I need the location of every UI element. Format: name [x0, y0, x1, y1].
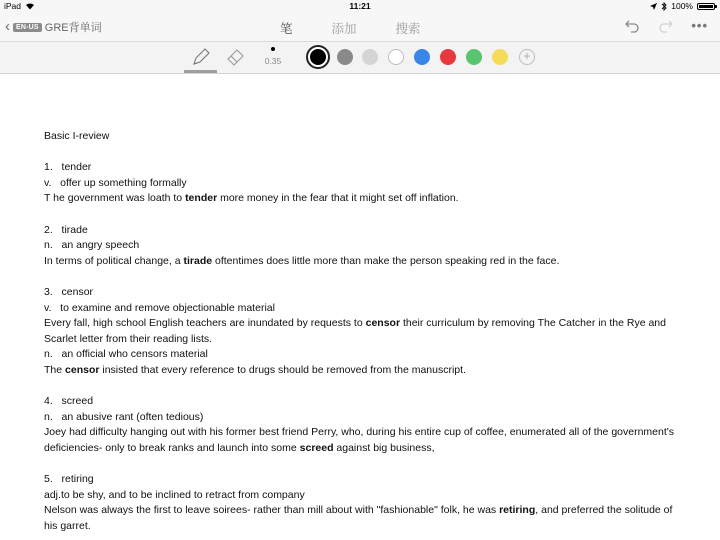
example-keyword: tender [185, 192, 218, 205]
part-of-speech: n. [44, 348, 53, 361]
example-text: In terms of political change, a [44, 254, 184, 267]
nav-bar [0, 13, 720, 42]
entry-definition [44, 176, 684, 192]
tab-pen[interactable]: 笔 [280, 21, 293, 36]
undo-icon[interactable] [625, 19, 640, 33]
example-text: The [44, 363, 66, 376]
entry-heading [44, 223, 684, 239]
part-of-speech: v. [44, 301, 52, 314]
bluetooth-icon [661, 2, 667, 11]
color-swatch-gray[interactable] [337, 49, 353, 65]
entry-definition [44, 488, 684, 504]
example-text: more money in the fear that it might set off inflation. [217, 192, 459, 205]
example-sentence [44, 503, 684, 534]
example-sentence [44, 425, 684, 456]
battery-percent: 100% [671, 1, 693, 11]
entry-definition [44, 238, 684, 254]
back-button-label: GRE背单词 [44, 22, 102, 34]
example-sentence [44, 254, 684, 270]
entry-word: retiring [61, 473, 94, 486]
color-swatch-black-fill [310, 49, 326, 65]
entry-heading [44, 394, 684, 410]
part-of-speech: v. [44, 176, 52, 189]
entry-definition [44, 410, 684, 426]
definition-text: to be shy, and to be inclined to retract from company [60, 488, 305, 501]
entry-word: tender [61, 161, 92, 174]
color-swatch-red[interactable] [440, 49, 456, 65]
entry-number: 3. [44, 285, 53, 298]
pen-tool-icon[interactable] [190, 46, 212, 68]
language-badge: EN-US [13, 23, 42, 32]
note-title: Basic I-review [44, 130, 110, 142]
stroke-size-label: 0.35 [264, 56, 282, 66]
example-keyword: tirade [183, 254, 213, 267]
tab-add[interactable]: 添加 [331, 21, 357, 36]
color-swatch-yellow[interactable] [492, 49, 508, 65]
entry-number: 1. [44, 161, 53, 174]
definition-text: an angry speech [61, 239, 140, 252]
redo-icon[interactable] [658, 19, 673, 33]
example-keyword: censor [65, 363, 100, 376]
example-text: Nelson was always the first to leave soirees- rather than mill about with "fashionable" folk, he was [44, 504, 500, 517]
tab-bar [280, 13, 460, 41]
definition-text: an abusive rant (often tedious) [61, 410, 204, 423]
plus-icon: + [523, 49, 531, 63]
example-text: T he government was loath to [44, 192, 186, 205]
active-tool-indicator [184, 70, 217, 73]
part-of-speech: n. [44, 410, 53, 423]
example-text: their curriculum by removing The Catcher in the Rye and Scarlet letter from their reading lists. [44, 317, 666, 345]
entry-number: 4. [44, 395, 53, 408]
back-button[interactable] [5, 19, 102, 35]
device-label: iPad [4, 1, 22, 11]
definition-text: offer up something formally [60, 176, 187, 189]
example-text: , and preferred the solitude of his garret. [44, 504, 673, 532]
example-keyword: censor [365, 317, 401, 330]
color-swatch-blue[interactable] [414, 49, 430, 65]
note-canvas[interactable] [44, 129, 684, 534]
example-keyword: screed [299, 441, 334, 454]
entry-word: screed [61, 395, 94, 408]
clock: 11:21 [349, 1, 371, 11]
color-swatch-white[interactable] [388, 49, 404, 65]
battery-level [699, 5, 713, 8]
example-sentence [44, 191, 684, 207]
color-swatch-black[interactable] [306, 45, 330, 69]
example-sentence [44, 316, 684, 347]
part-of-speech: n. [44, 239, 53, 252]
definition-text: an official who censors material [61, 348, 208, 361]
more-icon[interactable]: ••• [691, 18, 708, 33]
example-keyword: retiring [499, 504, 536, 517]
entry-word: tirade [61, 223, 88, 236]
entry-number: 5. [44, 473, 53, 486]
entry-definition [44, 301, 684, 317]
battery-icon [697, 3, 715, 10]
entry-heading [44, 472, 684, 488]
example-text: against big business, [333, 441, 435, 454]
part-of-speech: adj. [44, 488, 61, 501]
color-swatch-light-gray[interactable] [362, 49, 378, 65]
entry-number: 2. [44, 223, 53, 236]
stroke-size-control[interactable] [258, 47, 288, 66]
example-text: Joey had difficulty hanging out with his former best friend Perry, who, during his entire cup of coffee, enumerated all of the government's deficiencies- only to break ranks and launch into some [44, 426, 675, 454]
entry-heading [44, 285, 684, 301]
eraser-tool-icon[interactable] [225, 46, 247, 68]
example-text: oftentimes does little more than make the person speaking red in the face. [212, 254, 560, 267]
example-sentence [44, 363, 684, 379]
example-text: insisted that every reference to drugs should be removed from the manuscript. [99, 363, 466, 376]
entry-definition [44, 347, 684, 363]
status-bar [0, 0, 720, 13]
chevron-left-icon: ‹ [5, 18, 10, 35]
definition-text: to examine and remove objectionable material [60, 301, 275, 314]
entry-heading [44, 160, 684, 176]
add-color-button[interactable] [519, 49, 535, 65]
entry-word: censor [61, 285, 94, 298]
stroke-size-dot [271, 47, 275, 51]
color-swatch-green[interactable] [466, 49, 482, 65]
tab-search[interactable]: 搜索 [395, 21, 421, 36]
drawing-toolbar [0, 42, 720, 74]
example-text: Every fall, high school English teachers are inundated by requests to [44, 317, 366, 330]
location-arrow-icon [650, 3, 657, 10]
